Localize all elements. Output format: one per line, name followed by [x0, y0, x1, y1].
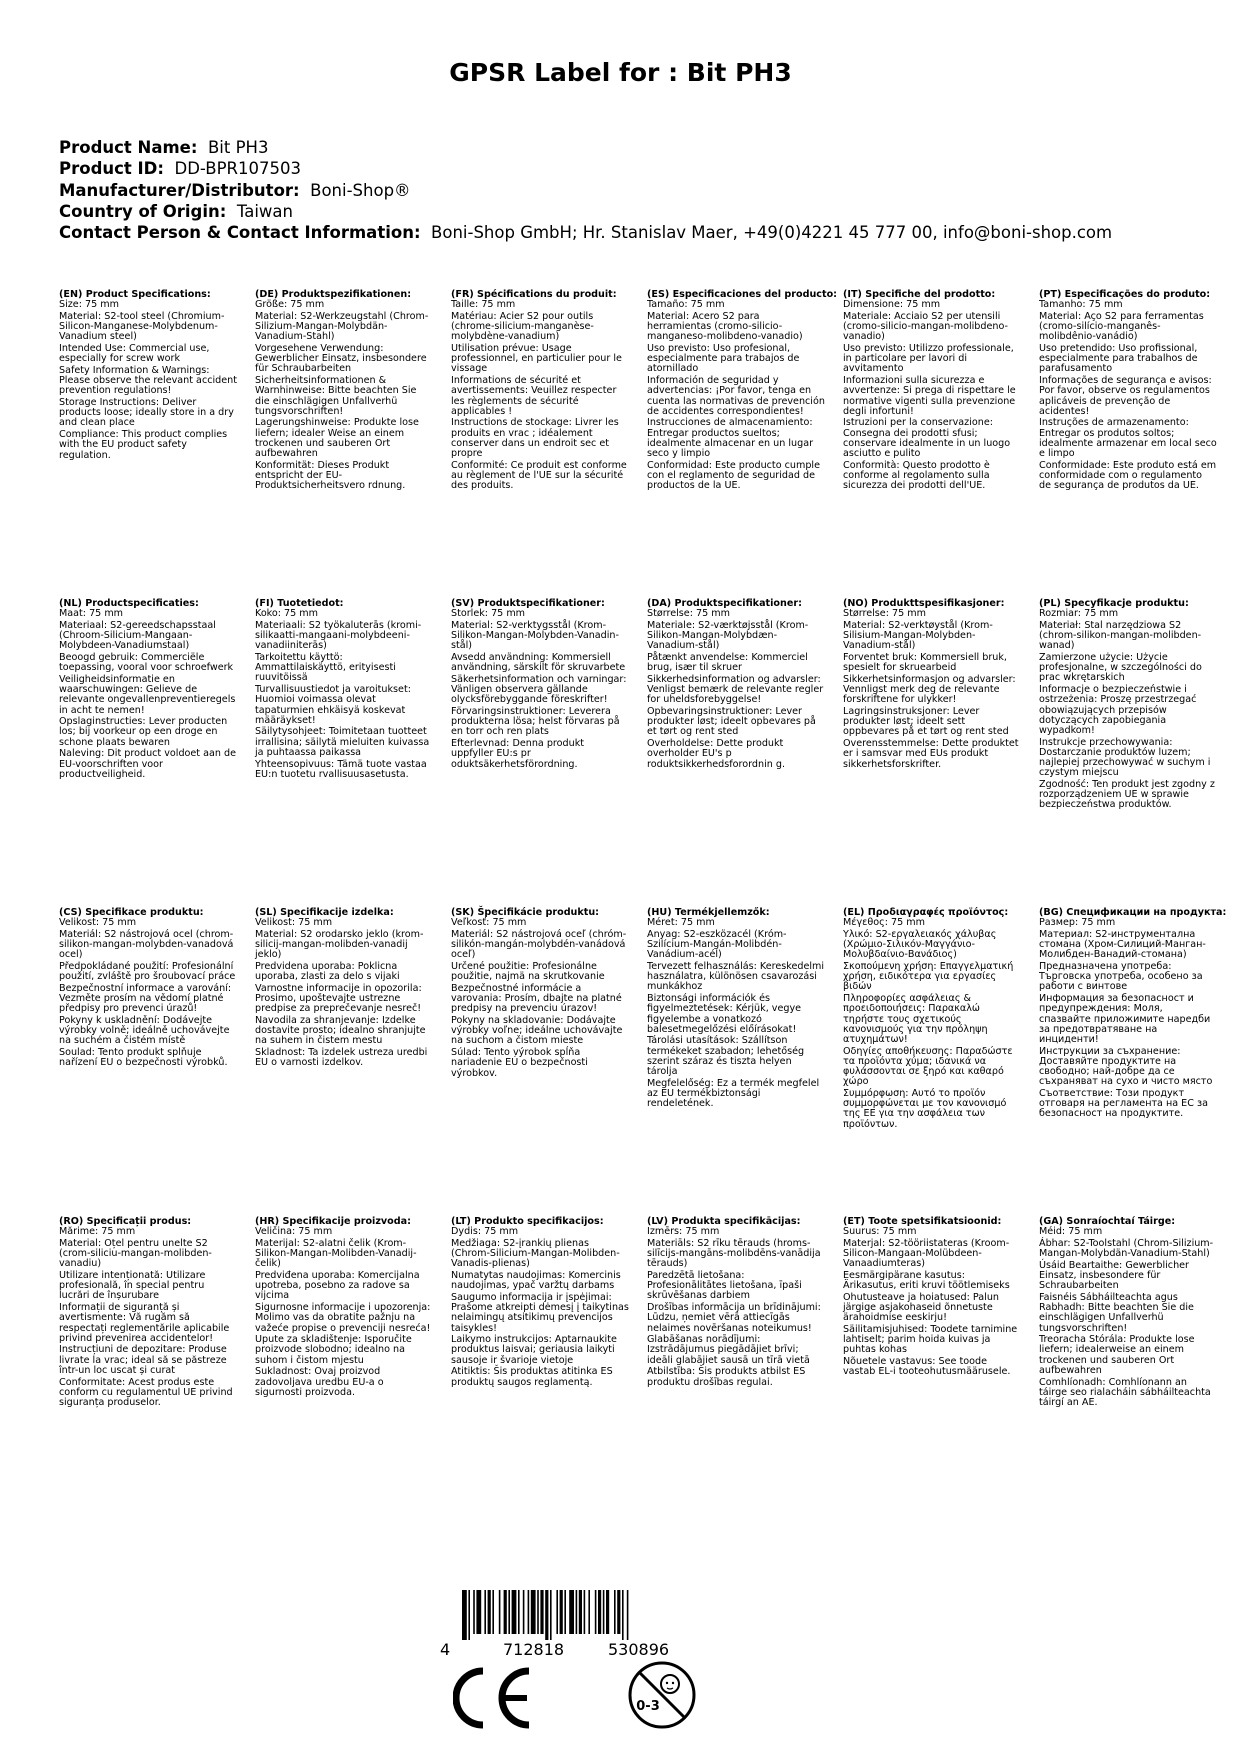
spec-line: Οδηγίες αποθήκευσης: Παραδώστε τα προϊόντα χύμα; ιδανικά να φυλάσσονται σε ξηρό και καθαρό χώρο — [843, 1045, 1013, 1088]
spec-line: Materjal: S2-tööriistateras (Kroom-Silicon-Mangaan-Molübdeen-Vanaadiumteras) — [843, 1237, 1010, 1270]
spec-line: Materiaali: S2 työkaluterās (kromi-silikaatti-mangaani-molybdeeni-vanadiiniterās) — [255, 619, 422, 652]
spec-line: Nõuetele vastavus: See toode vastab EL-i tooteohutusmäärusele. — [843, 1356, 1011, 1378]
spec-line: Material: Acero S2 para herramientas (cromo-silicio-manganeso-molibdeno-vanadio) — [647, 310, 803, 343]
spec-heading: (HU) Termékjellemzők: — [647, 907, 770, 918]
spec-heading: (SL) Specifikacije izdelka: — [255, 907, 394, 918]
spec-block — [1039, 1217, 1217, 1408]
spec-line: Pokyny na skladovanie: Dodávajte výrobky voľne; ideálne uchovávajte na suchom a čistom mieste — [451, 1015, 623, 1047]
spec-line: Material: S2-verktygsstål (Krom-Silikon-Mangan-Molybden-Vanadin-stål) — [451, 619, 619, 652]
spec-heading: (FR) Spécifications du produit: — [451, 289, 617, 300]
spec-block — [843, 290, 1021, 491]
barcode-bar — [468, 1590, 470, 1640]
spec-line: Faisnéis Sábháilteachta agus Rabhadh: Bitte beachten Sie die einschlägigen Unfallverhü tungsvorschriften! — [1039, 1291, 1194, 1334]
spec-heading: (NO) Produkttspesifikasjoner: — [843, 598, 1005, 609]
spec-line: Tarkoitettu käyttö: Ammattilaiskäyttö, erityisesti ruuvitöissä — [255, 652, 396, 684]
spec-line: Veiligheidsinformatie en waarschuwingen: Gelieve de relevante ongevallenpreventieregels in acht te nemen! — [59, 673, 236, 716]
spec-line: Påtænkt anvendelse: Kommerciel brug, især til skruer — [647, 652, 808, 674]
spec-heading: (NL) Productspecificaties: — [59, 598, 199, 609]
spec-block — [59, 599, 237, 780]
spec-line: Atitiktis: Šis produktas atitinka ES produktų saugos reglamentą. — [451, 1366, 613, 1388]
spec-block — [1039, 290, 1217, 491]
info-label: Manufacturer/Distributor: — [59, 180, 300, 200]
spec-line: Biztonsági információk és figyelmeztetések: Kérjük, vegye figyelembe a vonatkozó balesetmegelőzési előírásokat! — [647, 993, 802, 1035]
spec-heading: (HR) Specifikacije proizvoda: — [255, 1216, 411, 1227]
spec-line: Πληροφορίες ασφάλειας & προειδοποιήσεις: Παρακαλώ τηρήστε τους σχετικούς κανονισμούς για την πρόληψη ατυχημάτων! — [843, 993, 988, 1045]
ce-mark-icon — [453, 1665, 535, 1731]
spec-line: Mărime: 75 mm — [59, 1226, 136, 1238]
spec-line: Intended Use: Commercial use, especially for screw work — [59, 343, 210, 365]
spec-line: Utilizare intenționată: Utilizare profesională, în special pentru lucrări de înșurubare — [59, 1270, 206, 1302]
spec-line: Material: S2 orodarsko jeklo (krom-silicij-mangan-molibden-vanadij jeklo) — [255, 928, 424, 961]
spec-heading: (CS) Specifikace produktu: — [59, 907, 204, 918]
spec-line: Megfelelőség: Ez a termék megfelel az EU termékbiztonsági rendeletének. — [647, 1077, 820, 1110]
spec-heading: (EL) Προδιαγραφές προϊόντος: — [843, 907, 1009, 918]
spec-line: Méid: 75 mm — [1039, 1226, 1103, 1238]
spec-line: Předpokládané použití: Profesionální použití, zvláště pro šroubovací práce — [59, 961, 236, 983]
spec-heading: (RO) Specificații produs: — [59, 1216, 192, 1227]
info-label: Product ID: — [59, 159, 164, 179]
spec-line: Materiál: S2 nástrojová oceľ (chróm-silikón-mangán-molybdén-vanádová oceľ) — [451, 928, 627, 961]
spec-line: Materijal: S2-alatni čelik (Krom-Silikon-Mangan-Molibden-Vanadij-čelik) — [255, 1237, 417, 1270]
spec-line: Material: Aço S2 para ferramentas (cromo-silício-manganês-molibdênio-vanádio) — [1039, 310, 1204, 343]
spec-line: Material: S2-tool steel (Chromium-Silicon-Manganese-Molybdenum-Vanadium steel) — [59, 310, 225, 343]
barcode-bar — [492, 1590, 494, 1634]
info-row — [59, 158, 1201, 179]
spec-line: Vorgesehene Verwendung: Gewerblicher Einsatz, insbesondere für Schraubarbeiten — [255, 343, 427, 375]
spec-line: Ábhar: S2-Toolstahl (Chrom-Silizium-Mangan-Molybdän-Vanadium-Stahl) — [1039, 1237, 1214, 1260]
spec-block — [59, 1217, 237, 1408]
info-label: Country of Origin: — [59, 201, 227, 221]
barcode-bar — [499, 1590, 501, 1634]
spec-line: Skladnost: Ta izdelek ustreza uredbi EU o varnosti izdelkov. — [255, 1047, 428, 1069]
barcode-bar — [484, 1590, 486, 1634]
barcode-bar — [556, 1590, 558, 1634]
barcode-bar — [606, 1590, 609, 1634]
spec-heading: (DE) Produktspezifikationen: — [255, 289, 412, 300]
spec-line: Size: 75 mm — [59, 299, 119, 311]
spec-block — [451, 290, 629, 491]
spec-line: Informações de segurança e avisos: Por favor, observe os regulamentos aplicáveis de prevenção de acidentes! — [1039, 375, 1212, 417]
spec-line: Navodila za shranjevanje: Izdelke dostavite prosto; idealno shranjujte na suhem in čistem mestu — [255, 1015, 426, 1047]
barcode-bar — [488, 1590, 491, 1634]
spec-line: Bezpečnostní informace a varování: Vezměte prosím na vědomí platné předpisy pro prevenci úrazů! — [59, 982, 232, 1015]
info-value: Boni-Shop® — [310, 180, 411, 200]
spec-heading: (IT) Specifiche del prodotto: — [843, 289, 996, 300]
spec-line: Overensstemmelse: Dette produktet er i samsvar med EUs produkt sikkerhetsforskrifter. — [843, 738, 1019, 770]
spec-line: Material: S2-Werkzeugstahl (Chrom-Silizium-Mangan-Molybdän-Vanadium-Stahl) — [255, 310, 429, 343]
spec-line: Izmērs: 75 mm — [647, 1226, 720, 1238]
spec-line: Materiał: Stal narzędziowa S2 (chrom-silikon-mangan-molibden-wanad) — [1039, 619, 1202, 652]
spec-line: Turvallisuustiedot ja varoitukset: Huomioi voimassa olevat tapaturmien ehkäisyä koskevat määräykset! — [255, 684, 411, 726]
spec-block — [255, 1217, 433, 1398]
spec-block — [843, 1217, 1021, 1378]
spec-block — [59, 908, 237, 1069]
barcode-bar — [518, 1590, 520, 1634]
spec-line: Материал: S2-инструментална стомана (Хром-Силиций-Манган-Молибден-Ванадий-стомана) — [1039, 928, 1206, 961]
spec-line: Veľkosť: 75 mm — [451, 917, 527, 929]
info-value: Boni-Shop GmbH; Hr. Stanislav Maer, +49(0)4221 45 777 00, info@boni-shop.com — [431, 223, 1113, 243]
barcode-bar — [614, 1590, 616, 1634]
spec-line: Veličina: 75 mm — [255, 1226, 333, 1238]
spec-line: Conformità: Questo prodotto è conforme al regolamento sulla sicurezza dei prodotti dell'UE. — [843, 459, 990, 492]
info-row — [59, 180, 1201, 201]
spec-block — [255, 290, 433, 491]
spec-line: Uso pretendido: Uso profissional, especialmente para trabalhos de parafusamento — [1039, 343, 1198, 375]
spec-block — [647, 908, 825, 1109]
spec-line: Instrucțiuni de depozitare: Produse livrate la vrac; ideal să se păstreze într-un loc uscat și curat — [59, 1344, 227, 1376]
info-label: Product Name: — [59, 138, 198, 157]
spec-block — [1039, 599, 1217, 811]
spec-block — [647, 599, 825, 770]
spec-line: Upute za skladištenje: Isporučite proizvode slobodno; idealno na suhom i čistom mjestu — [255, 1334, 412, 1366]
spec-line: Zgodność: Ten produkt jest zgodny z rozporządzeniem UE w sprawie bezpieczeństwa produktów. — [1039, 778, 1215, 811]
barcode-bar — [564, 1590, 566, 1634]
spec-line: Avsedd användning: Kommersiell användning, särskilt för skruvarbete — [451, 652, 626, 674]
spec-line: Dydis: 75 mm — [451, 1226, 519, 1238]
barcode-bar — [528, 1590, 530, 1634]
spec-line: Yhteensopivuus: Tämä tuote vastaa EU:n tuotetu rvallisuusasetusta. — [255, 758, 427, 780]
spec-line: Material: S2-verktøystål (Krom-Silisium-Mangan-Molybden-Vanadium-stål) — [843, 619, 993, 652]
info-value: Taiwan — [236, 201, 293, 221]
barcode-bar — [512, 1590, 517, 1634]
spec-line: Størrelse: 75 mm — [843, 608, 926, 620]
page-title: GPSR Label for : Bit PH3 — [449, 58, 792, 87]
spec-line: Instruções de armazenamento: Entregar os produtos soltos; idealmente armazenar em local seco e limpo — [1039, 417, 1217, 460]
spec-line: Συμμόρφωση: Αυτό το προϊόν συμμορφώνεται με τον κανονισμό της ΕΕ για την ασφάλεια των προϊόντων. — [843, 1087, 1007, 1130]
spec-line: Opslaginstructies: Lever producten los; bij voorkeur op een droge en schone plaats bewaren — [59, 716, 228, 748]
spec-block — [647, 289, 838, 492]
spec-line: Forventet bruk: Kommersiell bruk, spesielt for skruearbeid — [843, 652, 1007, 674]
spec-line: Soulad: Tento produkt splňuje nařízení EU o bezpečnosti výrobků. — [59, 1047, 228, 1069]
spec-line: Größe: 75 mm — [255, 299, 325, 311]
barcode-bar — [508, 1590, 510, 1634]
spec-heading: (SK) Špecifikácie produktu: — [451, 907, 600, 918]
spec-line: Conformidad: Este producto cumple con el reglamento de seguridad de productos de la UE. — [647, 459, 820, 492]
spec-line: Materiál: S2 nástrojová ocel (chrom-silikon-mangan-molybden-vanadová ocel) — [59, 928, 234, 961]
spec-line: Saugumo informacija ir įspėjimai: Prašome atkreipti dėmesį į taikytinas nelaimingų atsitikimų prevencijos taisykles! — [451, 1291, 629, 1334]
barcode-bar — [617, 1590, 620, 1634]
spec-line: Säkerhetsinformation och varningar: Vänligen observera gällande olycksförebyggande föreskrifter! — [451, 673, 627, 706]
spec-line: Eesmärgipärane kasutus: Ärikasutus, eriti kruvi töötlemiseks — [843, 1270, 1010, 1292]
age-warning-label: 0-3 — [636, 1699, 660, 1714]
spec-line: Medžiaga: S2-įrankių plienas (Chrom-Silicium-Mangan-Molibden-Vanadis-plienas) — [451, 1237, 620, 1270]
barcode-bar — [627, 1590, 629, 1640]
spec-line: Dimensione: 75 mm — [843, 299, 941, 311]
barcode-bar — [595, 1590, 597, 1634]
info-row — [59, 222, 1201, 243]
spec-line: Предназначена употреба: Търговска употреба, особено за работи с винтове — [1039, 961, 1203, 993]
spec-line: Maat: 75 mm — [59, 608, 124, 620]
spec-line: Tárolási utasítások: Szállítson termékeket szabadon; lehetőség szerint száraz és tiszta helyen tárolja — [647, 1035, 805, 1078]
barcode-bar — [560, 1590, 563, 1634]
spec-line: Suurus: 75 mm — [843, 1226, 917, 1238]
spec-heading: (GA) Sonraíochtaí Táirge: — [1039, 1216, 1176, 1227]
spec-block — [255, 908, 433, 1069]
barcode-bar — [523, 1590, 525, 1634]
spec-heading: (BG) Спецификации на продукта: — [1039, 907, 1227, 918]
barcode-bar — [540, 1590, 543, 1634]
spec-line: Velikost: 75 mm — [59, 917, 137, 929]
spec-line: Matériau: Acier S2 pour outils (chrome-silicium-manganèse-molybdène-vanadium) — [451, 310, 594, 343]
age-warning-icon — [627, 1660, 697, 1730]
spec-line: Informații de siguranță și avertismente: Vă rugăm să respectați reglementările aplicabile privind prevenirea accidentelor! — [59, 1302, 230, 1344]
spec-line: Compliance: This product complies with the EU product safety regulation. — [59, 429, 228, 461]
spec-block — [255, 599, 433, 780]
spec-block — [451, 1217, 629, 1388]
spec-line: Atbilstība: Šis produkts atbilst ES produktu drošības regulai. — [647, 1366, 806, 1388]
barcode-bar — [531, 1590, 536, 1634]
spec-line: Predviđena uporaba: Komercijalna upotreba, posebno za radove sa vijcima — [255, 1270, 420, 1302]
barcode-bar — [598, 1590, 601, 1634]
spec-block — [647, 1217, 825, 1388]
spec-line: Instructions de stockage: Livrer les produits en vrac ; idéalement conserver dans un endroit sec et propre — [451, 417, 619, 460]
spec-line: Sikkerhedsinformation og advarsler: Venligst bemærk de relevante regler for uheldsforebyggelse! — [647, 673, 824, 706]
info-value: DD-BPR107503 — [174, 159, 301, 179]
spec-line: Instrucciones de almacenamiento: Entregar productos sueltos; idealmente almacenar en un lugar seco y limpio — [647, 417, 814, 460]
spec-line: Laikymo instrukcijos: Aptarnaukite produktus laisvai; geriausia laikyti sausoje ir švarioje vietoje — [451, 1334, 617, 1366]
barcode-middle-digits: 712818 — [503, 1640, 565, 1659]
spec-line: Utilisation prévue: Usage professionnel, en particulier pour le vissage — [451, 343, 622, 375]
barcode-bar — [545, 1590, 548, 1640]
spec-block — [1039, 907, 1227, 1120]
spec-line: Sicherheitsinformationen & Warnhinweise: Bitte beachten Sie die einschlägigen Unfallverhü tungsvorschriften! — [255, 375, 417, 417]
spec-line: Koko: 75 mm — [255, 608, 318, 620]
barcode-bar — [584, 1590, 586, 1634]
info-row — [59, 137, 1201, 158]
barcode-bar — [537, 1590, 539, 1634]
spec-heading: (SV) Produktspecifikationer: — [451, 598, 605, 609]
spec-line: Varnostne informacije in opozorila: Prosimo, upoštevajte ustrezne predpise za preprečevanje nesreč! — [255, 982, 422, 1015]
spec-heading: (LT) Produkto specifikacijos: — [451, 1216, 604, 1227]
spec-heading: (PL) Specyfikacje produktu: — [1039, 598, 1189, 609]
spec-line: Materiaal: S2-gereedschapsstaal (Chroom-Silicium-Mangaan-Molybdeen-Vanadiumstaal) — [59, 619, 216, 652]
spec-heading: (DA) Produktspecifikationer: — [647, 598, 802, 609]
spec-line: Glabāšanas norādījumi: Izstrādājumus piegādājiet brīvi; ideāli glabājiet sausā un tīrā vietā — [647, 1334, 810, 1366]
spec-line: Størrelse: 75 mm — [647, 608, 730, 620]
barcode-bar — [622, 1590, 624, 1640]
spec-line: Material: Oțel pentru unelte S2 (crom-siliciu-mangan-molibden-vanadiu) — [59, 1237, 212, 1270]
spec-line: Conformitate: Acest produs este conform cu regulamentul UE privind siguranța produselor. — [59, 1376, 233, 1408]
spec-line: Predvidena uporaba: Poklicna uporaba, zlasti za delo s vijaki — [255, 961, 400, 983]
spec-heading: (FI) Tuotetiedot: — [255, 598, 344, 609]
spec-line: Safety Information & Warnings: Please observe the relevant accident prevention regulations! — [59, 364, 237, 397]
barcode-bar — [603, 1590, 605, 1634]
spec-heading: (LV) Produkta specifikācijas: — [647, 1216, 801, 1227]
info-value: Bit PH3 — [207, 138, 269, 157]
spec-line: Drošības informācija un brīdinājumi: Lūdzu, ņemiet vērā attiecīgās nelaimes novēršanas noteikumus! — [647, 1302, 821, 1334]
spec-line: Comhlíonadh: Comhlíonann an táirge seo rialacháin sábháilteachta táirgí an AE. — [1039, 1376, 1211, 1408]
spec-line: Съответствие: Този продукт отговаря на регламента на ЕС за безопасност на продуктите. — [1039, 1087, 1208, 1120]
spec-line: Efterlevnad: Denna produkt uppfyller EU:s pr oduktsäkerhetsförordning. — [451, 738, 585, 770]
spec-line: Размер: 75 mm — [1039, 917, 1116, 929]
spec-line: Tamanho: 75 mm — [1039, 299, 1123, 311]
spec-line: Materiale: S2-værktøjsstål (Krom-Silikon-Mangan-Molybdæn-Vanadium-stål) — [647, 619, 809, 652]
spec-line: Uso previsto: Uso profesional, especialmente para trabajos de atornillado — [647, 343, 800, 375]
spec-line: Konformität: Dieses Produkt entspricht der EU-Produktsicherheitsvero rdnung. — [255, 459, 406, 492]
spec-line: Numatytas naudojimas: Komercinis naudojimas, ypač varžtų darbams — [451, 1270, 621, 1292]
spec-block — [451, 908, 629, 1079]
spec-line: Sikkerhetsinformasjon og advarsler: Vennligst merk deg de relevante forskriftene for ulykker! — [843, 673, 1016, 706]
spec-line: Informations de sécurité et avertissements: Veuillez respecter les règlements de sécurité applicables ! — [451, 375, 617, 417]
barcode-last-digits: 530896 — [608, 1640, 670, 1659]
barcode-bar — [569, 1590, 574, 1634]
spec-line: Lagerungshinweise: Produkte lose liefern; idealer Weise an einem trockenen und sauberen Ort aufbewahren — [255, 417, 419, 460]
barcode-bar — [476, 1590, 481, 1634]
spec-line: Beoogd gebruik: Commerciële toepassing, vooral voor schroefwerk — [59, 652, 234, 674]
spec-line: Förvaringsinstruktioner: Leverera produkterna lösa; helst förvaras på en torr och ren plats — [451, 706, 620, 738]
barcode-bar — [579, 1590, 582, 1634]
spec-line: Μέγεθος: 75 mm — [843, 917, 925, 929]
spec-line: Instrukcje przechowywania: Dostarczanie produktów luzem; najlepiej przechowywać w suchym i czystym miejscu — [1039, 736, 1211, 779]
spec-line: Tervezett felhasználás: Kereskedelmi használatra, különösen csavarozási munkákhoz — [647, 961, 825, 993]
barcode-bar — [550, 1590, 552, 1640]
spec-line: Sigurnosne informacije i upozorenja: Molimo vas da obratite pažnju na važeće propise o prevenciji nesreća! — [255, 1302, 431, 1334]
spec-line: Conformité: Ce produit est conforme au règlement de l'UE sur la sécurité des produits. — [451, 459, 627, 492]
barcode-bar — [473, 1590, 475, 1634]
spec-line: Úsáid Beartaithe: Gewerblicher Einsatz, insbesondere für Schraubarbeiten — [1039, 1259, 1189, 1292]
spec-heading: (EN) Product Specifications: — [59, 289, 211, 300]
spec-line: Tamaño: 75 mm — [647, 299, 725, 311]
spec-line: Overholdelse: Dette produkt overholder EU's p roduktsikkerhedsforordnin g. — [647, 738, 786, 770]
spec-heading: (ET) Toote spetsifikatsioonid: — [843, 1216, 1002, 1227]
barcode-bar — [576, 1590, 578, 1634]
spec-line: Informacje o bezpieczeństwie i ostrzeżenia: Proszę przestrzegać obowiązujących przepisów dotyczących zapobiegania wypadkom! — [1039, 684, 1197, 736]
spec-line: Storlek: 75 mm — [451, 608, 526, 620]
spec-line: Zamierzone użycie: Użycie profesjonalne, w szczególności do prac wkrętarskich — [1039, 652, 1202, 684]
spec-line: Sukladnost: Ovaj proizvod zadovoljava uredbu EU-a o sigurnosti proizvoda. — [255, 1366, 384, 1398]
spec-line: Rozmiar: 75 mm — [1039, 608, 1119, 620]
spec-line: Materiale: Acciaio S2 per utensili (cromo-silicio-mangan-molibdeno-vanadio) — [843, 310, 1008, 343]
spec-line: Инструкции за съхранение: Доставяйте продуктите на свободно; най-добре да се съхраняват на сухо и чисто място — [1039, 1045, 1213, 1088]
spec-block — [451, 599, 629, 770]
spec-line: Информация за безопасност и предупреждения: Моля, спазвайте приложимите наредби за предотвратяване на инциденти! — [1039, 993, 1211, 1045]
spec-line: Méret: 75 mm — [647, 917, 715, 929]
spec-line: Información de seguridad y advertencias: ¡Por favor, tenga en cuenta las normativas de prevención de accidentes correspondientes! — [647, 375, 825, 417]
spec-line: Materiāls: S2 rīku tērauds (hroms-silīcijs-mangāns-molibdēns-vanādija tērauds) — [647, 1237, 821, 1270]
spec-line: Uso previsto: Utilizzo professionale, in particolare per lavori di avvitamento — [843, 343, 1014, 375]
spec-line: Storage Instructions: Deliver products loose; ideally store in a dry and clean place — [59, 397, 234, 429]
spec-line: Taille: 75 mm — [451, 299, 516, 311]
spec-line: Anyag: S2-eszközacél (Króm-Szilícium-Mangán-Molibdén-Vanádium-acél) — [647, 928, 787, 961]
spec-block — [843, 908, 1021, 1130]
spec-line: Určené použitie: Profesionálne použitie, najmä na skrutkovanie — [451, 961, 605, 983]
spec-heading: (ES) Especificaciones del producto: — [647, 289, 838, 300]
spec-heading: (PT) Especificações do produto: — [1039, 289, 1211, 300]
spec-line: Informazioni sulla sicurezza e avvertenze: Si prega di rispettare le normative vigenti sulla prevenzione degli infortuni! — [843, 375, 1016, 417]
info-row — [59, 201, 1201, 222]
spec-line: Bezpečnostné informácie a varovania: Prosím, dbajte na platné predpisy na prevenciu úrazov! — [451, 982, 622, 1015]
spec-line: Naleving: Dit product voldoet aan de EU-voorschriften voor productveiligheid. — [59, 748, 236, 780]
spec-line: Säilitamisjuhised: Toodete tarnimine lahtiselt; parim hoida kuivas ja puhtas kohas — [843, 1324, 1018, 1356]
info-label: Contact Person & Contact Information: — [59, 223, 421, 243]
barcode — [440, 1590, 690, 1640]
barcode-first-digit: 4 — [440, 1640, 451, 1659]
barcode-bar — [462, 1590, 467, 1640]
spec-line: Istruzioni per la conservazione: Consegna dei prodotti sfusi; conservare idealmente in un luogo asciutto e pulito — [843, 417, 1011, 460]
spec-line: Paredzētā lietošana: Profesionālitātes lietošana, īpaši skrūvēšanas darbiem — [647, 1270, 802, 1302]
spec-line: Ohutusteave ja hoiatused: Palun järgige asjakohaseid õnnetuste ärahoidmise eeskirju! — [843, 1291, 999, 1324]
product-info — [59, 137, 1201, 243]
spec-line: Treoracha Stórála: Produkte lose liefern; idealerweise an einem trockenen und sauberen Ort aufbewahren — [1039, 1334, 1195, 1376]
spec-line: Pokyny k uskladnění: Dodávejte výrobky volně; ideálně uchovávejte na suchém a čistém místě — [59, 1015, 230, 1047]
spec-block — [843, 599, 1021, 770]
spec-line: Lagringsinstruksjoner: Lever produkter løst; ideelt sett oppbevares på et tørt og rent sted — [843, 706, 1009, 738]
spec-block — [59, 290, 237, 461]
spec-line: Velikost: 75 mm — [255, 917, 333, 929]
barcode-bar — [504, 1590, 507, 1634]
spec-line: Σκοπούμενη χρήση: Επαγγελματική χρήση, ειδικότερα για εργασίες βιδών — [843, 961, 1014, 993]
spec-line: Súlad: Tento výrobok spĺňa nariadenie EÚ o bezpečnosti výrobkov. — [451, 1047, 588, 1079]
barcode-bar — [588, 1590, 590, 1634]
spec-line: Opbevaringsinstruktioner: Lever produkter løst; ideelt opbevares på et tørt og rent sted — [647, 706, 816, 738]
spec-line: Υλικό: S2-εργαλειακός χάλυβας (Χρώμιο-Σιλικόν-Μαγγάνιο-Μολυβδαίνιο-Βανάδιος) — [843, 928, 997, 961]
spec-line: Säilytysohjeet: Toimitetaan tuotteet irrallisina; säilytä mieluiten kuivassa ja puhtaassa paikassa — [255, 726, 430, 758]
spec-line: Conformidade: Este produto está em conformidade com o regulamento de segurança de produtos da UE. — [1039, 459, 1217, 492]
